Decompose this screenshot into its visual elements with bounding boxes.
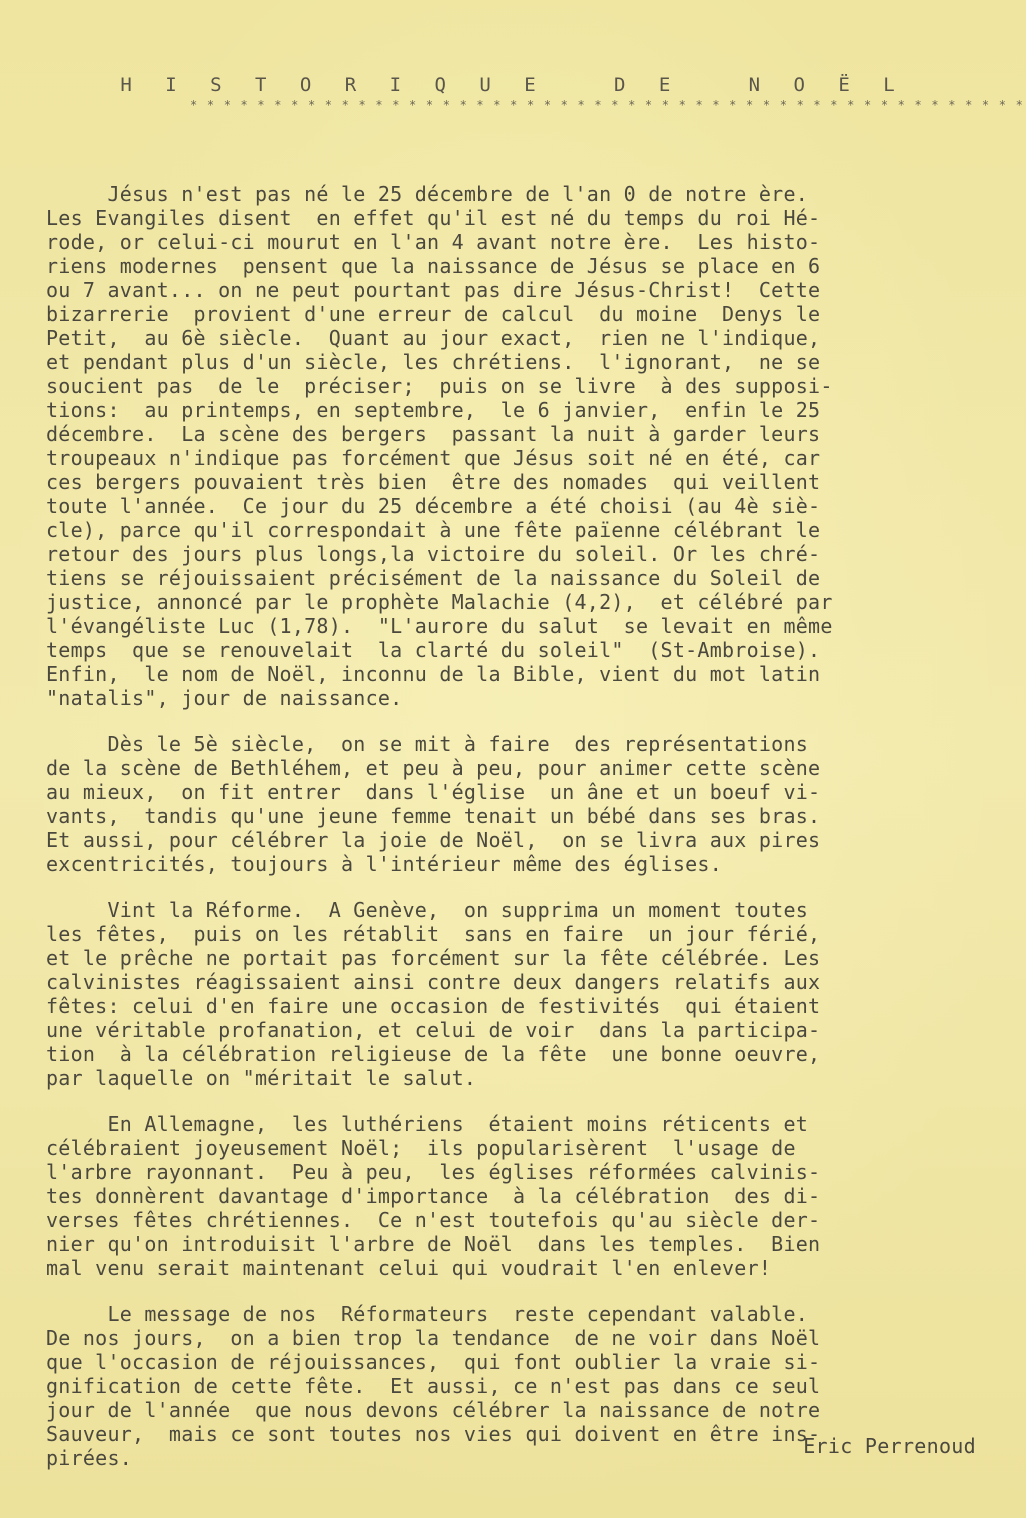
- paragraph-1: [46, 182, 986, 710]
- text-line: Petit, au 6è siècle. Quant au jour exact, rien ne l'indique,: [46, 326, 821, 350]
- text-line: les fêtes, puis on les rétablit sans en faire un jour férié,: [46, 922, 821, 946]
- text-line: de la scène de Bethléhem, et peu à peu, pour animer cette scène: [46, 756, 821, 780]
- text-line: Jésus n'est pas né le 25 décembre de l'an 0 de notre ère.: [46, 182, 809, 206]
- text-line: Enfin, le nom de Noël, inconnu de la Bible, vient du mot latin: [46, 662, 821, 686]
- text-line: Vint la Réforme. A Genève, on supprima un moment toutes: [46, 898, 809, 922]
- text-line: verses fêtes chrétiennes. Ce n'est toutefois qu'au siècle der-: [46, 1208, 821, 1232]
- text-line: tion à la célébration religieuse de la fête une bonne oeuvre,: [46, 1042, 821, 1066]
- text-line: au mieux, on fit entrer dans l'église un âne et un boeuf vi-: [46, 780, 821, 804]
- text-line: temps que se renouvelait la clarté du soleil" (St-Ambroise).: [46, 638, 821, 662]
- text-line: ou 7 avant... on ne peut pourtant pas dire Jésus-Christ! Cette: [46, 278, 821, 302]
- text-line: justice, annoncé par le prophète Malachie (4,2), et célébré par: [46, 590, 833, 614]
- text-line: gnification de cette fête. Et aussi, ce n'est pas dans ce seul: [46, 1374, 821, 1398]
- text-line: rode, or celui-ci mourut en l'an 4 avant notre ère. Les histo-: [46, 230, 821, 254]
- text-line: jour de l'année que nous devons célébrer la naissance de notre: [46, 1398, 821, 1422]
- text-line: vants, tandis qu'une jeune femme tenait un bébé dans ses bras.: [46, 804, 821, 828]
- text-line: décembre. La scène des bergers passant la nuit à garder leurs: [46, 422, 821, 446]
- text-line: fêtes: celui d'en faire une occasion de festivités qui étaient: [46, 994, 821, 1018]
- text-line: "natalis", jour de naissance.: [46, 686, 403, 710]
- text-line: riens modernes pensent que la naissance de Jésus se place en 6: [46, 254, 821, 278]
- text-line: excentricités, toujours à l'intérieur même des églises.: [46, 852, 723, 876]
- page-title: H I S T O R I Q U E D E N O Ë L: [120, 74, 906, 96]
- text-line: que l'occasion de réjouissances, qui font oublier la vraie si-: [46, 1350, 821, 1374]
- text-line: Dès le 5è siècle, on se mit à faire des représentations: [46, 732, 809, 756]
- text-line: soucient pas de le préciser; puis on se livre à des supposi-: [46, 374, 833, 398]
- text-line: Et aussi, pour célébrer la joie de Noël, on se livra aux pires: [46, 828, 821, 852]
- text-line: calvinistes réagissaient ainsi contre deux dangers relatifs aux: [46, 970, 821, 994]
- text-line: mal venu serait maintenant celui qui voudrait l'en enlever!: [46, 1256, 772, 1280]
- article-body: [46, 182, 986, 1492]
- text-line: Le message de nos Réformateurs reste cependant valable.: [46, 1302, 809, 1326]
- text-line: l'arbre rayonnant. Peu à peu, les églises réformées calvinis-: [46, 1160, 821, 1184]
- text-line: cle), parce qu'il correspondait à une fête païenne célébrant le: [46, 518, 821, 542]
- text-line: célébraient joyeusement Noël; ils popularisèrent l'usage de: [46, 1136, 796, 1160]
- text-line: pirées.: [46, 1446, 133, 1470]
- text-line: ces bergers pouvaient très bien être des nomades qui veillent: [46, 470, 821, 494]
- text-line: par laquelle on "méritait le salut.: [46, 1066, 477, 1090]
- text-line: En Allemagne, les luthériens étaient moins réticents et: [46, 1112, 809, 1136]
- text-line: tions: au printemps, en septembre, le 6 janvier, enfin le 25: [46, 398, 821, 422]
- text-line: l'évangéliste Luc (1,78). "L'aurore du salut se levait en même: [46, 614, 833, 638]
- text-line: et le prêche ne portait pas forcément sur la fête célébrée. Les: [46, 946, 821, 970]
- title-underline-stars: * * * * * * * * * * * * * * * * * * * * * * * * * * * * * * * * * * * * * * * * * * * * * * * * * *: [190, 98, 1025, 112]
- paragraph-2: [46, 732, 986, 876]
- text-line: toute l'année. Ce jour du 25 décembre a été choisi (au 4è siè-: [46, 494, 821, 518]
- text-line: nier qu'on introduisit l'arbre de Noël dans les temples. Bien: [46, 1232, 821, 1256]
- text-line: Sauveur, mais ce sont toutes nos vies qui doivent en être ins-: [46, 1422, 821, 1446]
- text-line: retour des jours plus longs,la victoire du soleil. Or les chré-: [46, 542, 821, 566]
- paragraph-3: [46, 898, 986, 1090]
- paragraph-4: [46, 1112, 986, 1280]
- text-line: troupeaux n'indique pas forcément que Jésus soit né en été, car: [46, 446, 821, 470]
- text-line: tes donnèrent davantage d'importance à la célébration des di-: [46, 1184, 821, 1208]
- text-line: et pendant plus d'un siècle, les chrétiens. l'ignorant, ne se: [46, 350, 821, 374]
- text-line: bizarrerie provient d'une erreur de calcul du moine Denys le: [46, 302, 821, 326]
- text-line: tiens se réjouissaient précisément de la naissance du Soleil de: [46, 566, 821, 590]
- text-line: Les Evangiles disent en effet qu'il est né du temps du roi Hé-: [46, 206, 821, 230]
- text-line: De nos jours, on a bien trop la tendance de ne voir dans Noël: [46, 1326, 821, 1350]
- text-line: une véritable profanation, et celui de voir dans la participa-: [46, 1018, 821, 1042]
- author-signature: Eric Perrenoud: [803, 1434, 976, 1458]
